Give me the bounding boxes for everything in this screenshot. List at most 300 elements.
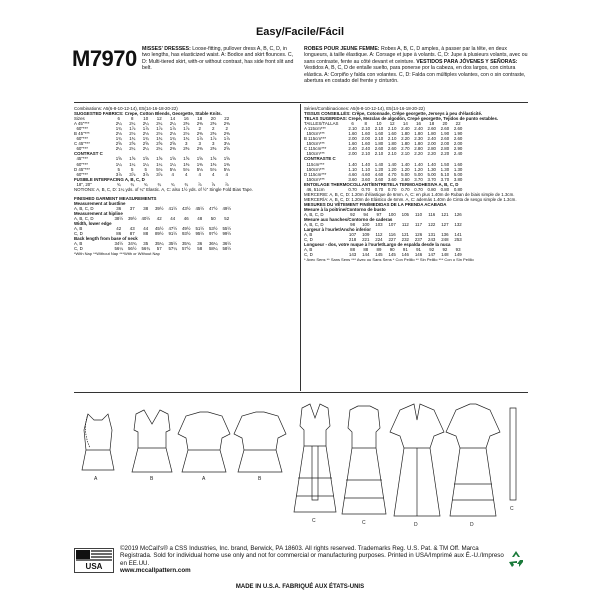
table-cell: 35¼	[154, 241, 164, 247]
size-header: 18	[429, 121, 435, 127]
row-label: A, B, C, D	[74, 215, 94, 221]
row-label: D 115cm***	[304, 171, 327, 177]
table-cell: 5.10	[440, 171, 450, 177]
sizes-label: TAILLES/TALLAS	[304, 121, 339, 127]
interfacing-heading: FUSIBLE INTERFACING A, B, C, D	[74, 176, 145, 182]
size-header: 20	[210, 116, 216, 122]
table-cell: 4.60	[374, 171, 384, 177]
row-label: 150cm***	[304, 166, 325, 172]
measurements-metric	[304, 207, 528, 257]
size-header: 22	[455, 121, 461, 127]
table-cell: 2⅛	[156, 131, 163, 137]
table-cell: 1⅝	[223, 156, 230, 162]
table-cell: 221	[362, 237, 370, 243]
row-label: A, B, C, D	[74, 205, 94, 211]
table-cell: 95½	[195, 231, 205, 237]
drawing-view-a-front	[82, 414, 114, 470]
table-cell: 1⅞	[169, 126, 176, 132]
drawing-label: A	[202, 476, 206, 482]
table-cell: 224	[375, 237, 383, 243]
table-cell: 57¼	[168, 246, 178, 252]
table-cell: 1.40	[387, 161, 397, 167]
measurement-label: Mesure aux hanches/Contorno de caderas	[304, 217, 393, 223]
table-cell: 88	[363, 247, 369, 253]
drawing-label: A	[94, 476, 98, 482]
table-cell: 90	[389, 247, 395, 253]
table-cell: 5	[117, 166, 120, 172]
table-cell: 116	[428, 211, 436, 217]
table-cell: 1.80	[414, 131, 423, 137]
pattern-number: M7970	[72, 46, 137, 71]
table-cell: 1.60	[453, 161, 463, 167]
table-cell: 149	[454, 252, 462, 258]
table-cell: 107	[388, 222, 396, 228]
table-cell: 5⅛	[183, 166, 190, 172]
website-link[interactable]: www.mccallpattern.com	[120, 567, 191, 575]
table-cell: 5⅛	[169, 166, 176, 172]
table-cell: 1⅝	[183, 156, 190, 162]
table-cell: 2.00	[348, 136, 357, 142]
table-cell: 2.30	[414, 136, 423, 142]
row-label: 60"***	[74, 146, 89, 152]
table-cell: 2.10	[374, 136, 384, 142]
table-cell: 3.60	[387, 176, 397, 182]
table-cell: 1.40	[374, 161, 384, 167]
column-divider	[300, 104, 301, 391]
table-cell: 1⅜	[196, 161, 203, 167]
table-cell: 36½	[222, 241, 232, 247]
table-cell: 2.80	[427, 146, 436, 152]
row-label: C, D	[304, 237, 313, 243]
sizes-label: Sizes	[74, 116, 85, 122]
table-cell: 2.60	[387, 146, 397, 152]
table-cell: 103	[375, 222, 383, 228]
table-cell: 92	[429, 247, 435, 253]
size-header: 20	[442, 121, 448, 127]
table-cell: 136	[441, 232, 449, 238]
table-cell: 2.40	[453, 151, 463, 157]
description-fr-heading: ROBES POUR JEUNE FEMME:	[304, 46, 380, 52]
row-label: C 45"***	[74, 141, 90, 147]
row-label: A, B	[304, 247, 313, 253]
description-fr-text: Robes A, B, C, D amples, à passer par la tête, en deux longueurs, à taille élastique. A: Corsage et jupe à volants. C, D: Jupe à plusieurs volants, avec ou sans contraste, fente au côté devant et ceinture.	[304, 46, 528, 65]
table-cell: 3	[198, 141, 201, 147]
table-cell: 49½	[222, 205, 232, 211]
table-cell: 2⅜	[210, 146, 217, 152]
size-header: 16	[183, 116, 189, 122]
row-label: A, B	[74, 241, 83, 247]
table-cell: 141	[454, 232, 462, 238]
table-cell: 5	[144, 166, 147, 172]
table-cell: 2⅜	[196, 121, 203, 127]
table-cell: 2.40	[401, 126, 410, 132]
drawing-view-d-front	[390, 404, 444, 516]
drawing-view-d-back	[446, 404, 500, 516]
left-column	[74, 106, 296, 256]
table-cell: 127	[441, 222, 449, 228]
table-cell: 41½	[168, 205, 178, 211]
measurements-heading-fr-es: MESURES DU VÊTEMENT FINI/MEDIDAS DE LA PRENDA ACABADA	[304, 201, 447, 207]
table-cell: 2⅛	[115, 131, 122, 137]
measurements-heading: FINISHED GARMENT MEASUREMENTS	[74, 195, 157, 201]
footer-text	[120, 545, 504, 575]
table-cell: 227	[388, 237, 396, 243]
row-label: A, B	[304, 232, 313, 238]
table-cell: 2.20	[401, 136, 410, 142]
table-cell: ¾	[116, 181, 121, 187]
size-header: 10	[376, 121, 382, 127]
nap-note: *With Nap **Without Nap ***With or Without Nap	[74, 251, 160, 257]
size-header: 8	[364, 121, 367, 127]
table-cell: 1.20	[414, 166, 423, 172]
table-cell: 91	[402, 247, 408, 253]
table-cell: 5⅛	[223, 166, 230, 172]
table-cell: 2⅜	[210, 131, 217, 137]
table-cell: 37	[129, 205, 135, 211]
row-label: A, B	[74, 226, 83, 232]
table-cell: 2.10	[387, 126, 397, 132]
description-es-text: Vestidos A, B, C, D de entalle suelto, para ponerse por la cabeza, en dos largos, con cintura elástica. A: Corpiño y falda con volantes. C, D: Falda con múltiples volantes, con o sin contraste, abertura en costado del frente y cinturón.	[304, 65, 526, 85]
table-cell: 116	[388, 232, 396, 238]
table-cell: 3.60	[348, 176, 357, 182]
table-cell: 248	[441, 237, 449, 243]
table-cell: 1⅞	[129, 126, 136, 132]
table-cell: 40½	[141, 215, 151, 221]
table-cell: 2⅜	[223, 131, 230, 137]
table-cell: 143	[348, 252, 357, 258]
table-cell: 43½	[181, 205, 191, 211]
table-cell: 4	[225, 171, 228, 177]
table-cell: 1⅝	[210, 156, 217, 162]
table-cell: 2.20	[414, 151, 423, 157]
description-en-heading: MISSES' DRESSES:	[142, 46, 191, 52]
table-cell: 88	[350, 247, 356, 253]
table-cell: 121	[401, 232, 409, 238]
table-cell: 2.10	[348, 126, 357, 132]
table-cell: 112	[401, 222, 409, 228]
table-cell: 1⅞	[223, 136, 230, 142]
table-cell: 88	[143, 231, 149, 237]
table-cell: 1⅞	[142, 126, 149, 132]
table-cell: 45½	[154, 226, 164, 232]
size-header: 6	[117, 116, 120, 122]
table-cell: 2⅝	[115, 141, 122, 147]
table-cell: 38	[143, 205, 149, 211]
table-cell: 0.70	[348, 186, 357, 192]
table-cell: 2.00	[440, 141, 450, 147]
table-cell: 91	[416, 247, 421, 253]
table-cell: 1⅝	[169, 156, 176, 162]
table-cell: 1⅜	[183, 161, 190, 167]
table-cell: 0.80	[427, 186, 436, 192]
table-cell: ⅞	[211, 181, 216, 187]
table-cell: 1¾	[183, 136, 190, 142]
table-cell: 146	[401, 252, 409, 258]
drawing-label: D	[414, 522, 418, 528]
table-cell: 94	[363, 211, 369, 217]
table-cell: 48	[197, 215, 203, 221]
table-cell: 2⅝	[169, 141, 176, 147]
table-cell: 126	[454, 211, 462, 217]
table-cell: 0.80	[453, 186, 463, 192]
table-cell: 1¼	[142, 161, 149, 167]
table-cell: 2.40	[414, 126, 423, 132]
table-cell: 5.00	[401, 171, 410, 177]
recycle-icon	[505, 548, 527, 570]
table-cell: 36	[116, 205, 122, 211]
table-cell: 51½	[195, 226, 205, 232]
table-cell: ¾	[157, 181, 162, 187]
table-cell: 5⅛	[156, 166, 163, 172]
table-cell: 2.40	[361, 146, 371, 152]
table-cell: 1.90	[440, 131, 450, 137]
table-cell: 2⅛	[142, 131, 149, 137]
size-header: 10	[143, 116, 149, 122]
table-cell: 146	[414, 252, 423, 258]
table-cell: 117	[415, 222, 423, 228]
description-es-heading: VESTIDOS PARA JÓVENES Y SEÑORAS:	[416, 58, 518, 65]
table-cell: 92	[350, 211, 356, 217]
table-cell: ¾	[130, 181, 135, 187]
table-cell: 1.90	[453, 131, 463, 137]
table-cell: 2.10	[387, 151, 397, 157]
size-header: 14	[170, 116, 176, 122]
table-cell: 2.40	[348, 146, 357, 152]
table-cell: 3.70	[427, 176, 436, 182]
table-cell: 131	[428, 232, 436, 238]
made-in: MADE IN U.S.A. FABRIQUÉ AUX ÉTATS-UNIS	[235, 584, 365, 590]
table-cell: 1⅞	[196, 136, 203, 142]
table-cell: ¾	[170, 181, 175, 187]
table-cell: 1⅝	[129, 156, 136, 162]
table-cell: 145	[375, 252, 383, 258]
size-header: 8	[131, 116, 134, 122]
row-label: B 115cm***	[304, 136, 327, 142]
table-cell: 5.00	[427, 171, 436, 177]
table-cell: 148	[441, 252, 449, 258]
table-cell: 4	[198, 171, 201, 177]
table-cell: 2	[225, 126, 228, 132]
table-cell: 43	[129, 226, 135, 232]
table-cell: 1⅞	[183, 126, 190, 132]
table-cell: 144	[362, 252, 370, 258]
table-cell: 1.40	[401, 161, 410, 167]
measurement-label: Width, lower edge	[74, 221, 112, 227]
notions-fr: MERCERIE: A, B, C, D: 1.20m d'élastique de 6mm. A, C: en plus 1.40m de Ruban de biais simple de 1.3cm.	[304, 191, 515, 197]
table-cell: 2¼	[142, 121, 149, 127]
table-cell: 4.60	[348, 171, 357, 177]
table-cell: 55½	[222, 226, 232, 232]
drawing-view-c-front	[294, 404, 336, 512]
table-cell: 2⅝	[142, 141, 149, 147]
table-cell: 2⅜	[210, 121, 217, 127]
table-cell: 4	[185, 171, 188, 177]
table-cell: 1.40	[427, 161, 436, 167]
table-cell: 1¼	[156, 161, 163, 167]
table-cell: 3	[212, 141, 215, 147]
suggested-fabrics: SUGGESTED FABRICS: Crepe, Cotton Blends, Georgette, Stable Knits.	[74, 111, 222, 117]
drawing-view-a-back	[178, 412, 230, 472]
table-cell: 2⅝	[223, 146, 230, 152]
row-label: 150cm***	[304, 141, 325, 147]
table-cell: 1.50	[440, 161, 450, 167]
table-cell: 132	[454, 222, 462, 228]
table-cell: 2⅝	[156, 141, 163, 147]
table-cell: 2.10	[374, 151, 384, 157]
row-label: D 45"***	[74, 166, 90, 172]
table-cell: 98	[350, 222, 356, 228]
measurement-table	[304, 247, 465, 257]
table-cell: 2.90	[453, 146, 463, 152]
table-cell: 1⅝	[115, 156, 122, 162]
table-cell: 105	[401, 211, 409, 217]
yardage-table-metric	[304, 121, 465, 182]
table-cell: 1¼	[169, 161, 176, 167]
table-cell: 1⅜	[210, 161, 217, 167]
table-cell: 93½	[181, 231, 191, 237]
table-cell: 5.00	[414, 171, 423, 177]
table-cell: 2⅜	[196, 131, 203, 137]
drawing-view-b-back	[234, 412, 286, 472]
table-cell: 58½	[222, 246, 232, 252]
table-cell: 39½	[154, 205, 164, 211]
measurements	[74, 201, 296, 251]
row-label: C, D	[74, 246, 83, 252]
row-label: 18", 20"	[74, 181, 92, 187]
table-cell: 3.80	[453, 176, 463, 182]
table-cell: 2⅝	[129, 141, 136, 147]
interfacing-heading-fr-es: ENTOILAGE THERMOCOLLANT/ENTRETELA TERMOADHESIVA A, B, C, D	[304, 181, 459, 187]
drawing-label: C	[362, 520, 366, 526]
table-cell: 2¼	[169, 121, 176, 127]
row-label: A 115cm***	[304, 126, 326, 132]
row-label: A 45"***	[74, 121, 90, 127]
section-heading: CONTRAST C	[74, 151, 103, 157]
table-cell: 2⅜	[183, 121, 190, 127]
table-cell: 3.60	[361, 176, 371, 182]
technical-drawings	[74, 400, 528, 530]
table-cell: 100	[388, 211, 396, 217]
table-cell: 1¾	[115, 126, 122, 132]
table-cell: 1¾	[169, 136, 176, 142]
table-cell: 121	[441, 211, 449, 217]
table-cell: 218	[348, 237, 357, 243]
table-cell: 1.40	[414, 161, 423, 167]
difficulty-title: Easy/Facile/Fácil	[255, 26, 345, 38]
table-cell: 36¼	[208, 241, 218, 247]
table-cell: 2.80	[414, 146, 423, 152]
table-cell: 2	[198, 126, 201, 132]
row-label: A, B, C, D	[304, 211, 324, 217]
table-cell: 232	[401, 237, 409, 243]
table-cell: 89	[376, 247, 382, 253]
table-cell: 58¼	[208, 246, 218, 252]
table-cell: 38½	[114, 215, 124, 221]
table-cell: 1.80	[427, 131, 436, 137]
table-cell: 46	[183, 215, 189, 221]
table-cell: 1.10	[348, 166, 357, 172]
table-cell: 1⅝	[196, 156, 203, 162]
measurement-table	[74, 226, 234, 236]
table-cell: 1.60	[361, 141, 371, 147]
table-cell: 2.00	[427, 141, 436, 147]
table-cell: 39½	[127, 215, 137, 221]
table-cell: 2⅛	[169, 131, 176, 137]
size-header: 6	[351, 121, 354, 127]
size-header: 16	[416, 121, 421, 127]
table-cell: 112	[375, 232, 383, 238]
table-cell: 42	[116, 226, 122, 232]
table-cell: 56¼	[114, 246, 124, 252]
table-cell: 3⅞	[115, 171, 122, 177]
divider	[74, 392, 528, 393]
measurement-label: Measurement at bustline	[74, 200, 126, 206]
table-cell: 1¾	[129, 136, 136, 142]
table-cell: 87	[129, 231, 135, 237]
table-cell: 1.60	[361, 131, 371, 137]
table-cell: 0.70	[401, 186, 410, 192]
table-cell: 99½	[222, 231, 232, 237]
table-cell: 0.70	[414, 186, 423, 192]
table-cell: 1.80	[414, 141, 423, 147]
table-cell: 147	[428, 252, 436, 258]
table-cell: 5⅛	[210, 166, 217, 172]
measurement-label: Measurement at hipline	[74, 210, 123, 216]
table-cell: 3.60	[401, 176, 410, 182]
combinations-fr-es: Séries/Combinaciones: A5(6-8-10-12-14), E5(14-16-18-20-22)	[304, 106, 425, 111]
table-cell: 2.60	[440, 136, 450, 142]
table-cell: ⅞	[224, 181, 229, 187]
drawing-label: C	[510, 506, 514, 512]
table-cell: 57½	[181, 246, 191, 252]
table-cell: 3.60	[374, 176, 384, 182]
table-cell: 253	[454, 237, 462, 243]
table-cell: 3⅞	[142, 171, 149, 177]
usa-flag-logo	[74, 548, 114, 573]
size-header: 14	[402, 121, 408, 127]
table-cell: 35½	[168, 241, 178, 247]
table-cell: 2⅛	[183, 131, 190, 137]
table-cell: 237	[414, 237, 423, 243]
table-cell: 34½	[114, 241, 124, 247]
measurement-table	[74, 241, 234, 251]
table-cell: 56½	[127, 246, 137, 252]
table-cell: 1.80	[374, 141, 384, 147]
table-cell: 107	[348, 232, 357, 238]
table-cell: 2.00	[348, 151, 357, 157]
table-cell: 93	[455, 247, 461, 253]
table-cell: 110	[415, 211, 423, 217]
table-cell: 5	[131, 166, 134, 172]
table-cell: 2¼	[142, 146, 149, 152]
table-cell: 44	[170, 215, 176, 221]
table-cell: 2.00	[453, 141, 463, 147]
table-cell: 2⅜	[183, 146, 190, 152]
table-cell: 4	[171, 171, 174, 177]
table-cell: 2⅛	[129, 131, 136, 137]
table-cell: 5.00	[453, 171, 463, 177]
table-cell: 35	[143, 241, 149, 247]
copyright: ©2019 McCall's® a CSS Industries, Inc. brand, Berwick, PA 18603. All rights reserved. Trademarks Reg. U.S. Pat. & TM Off. Marca Registrada. Sold for individual home use only and not for commercial or manufacturing purposes. Printed in USA/Imprimé aux É.-U./Impreso en EE.UU.	[120, 545, 504, 567]
table-cell: 1¾	[156, 136, 163, 142]
table-cell: 58	[197, 246, 203, 252]
table-cell: 2.80	[440, 146, 450, 152]
measurement-label: Back length from base of neck	[74, 236, 138, 242]
table-cell: 3⅞	[129, 171, 136, 177]
size-header: 12	[156, 116, 162, 122]
table-cell: 2.40	[427, 136, 436, 142]
table-cell: 3.70	[414, 176, 423, 182]
